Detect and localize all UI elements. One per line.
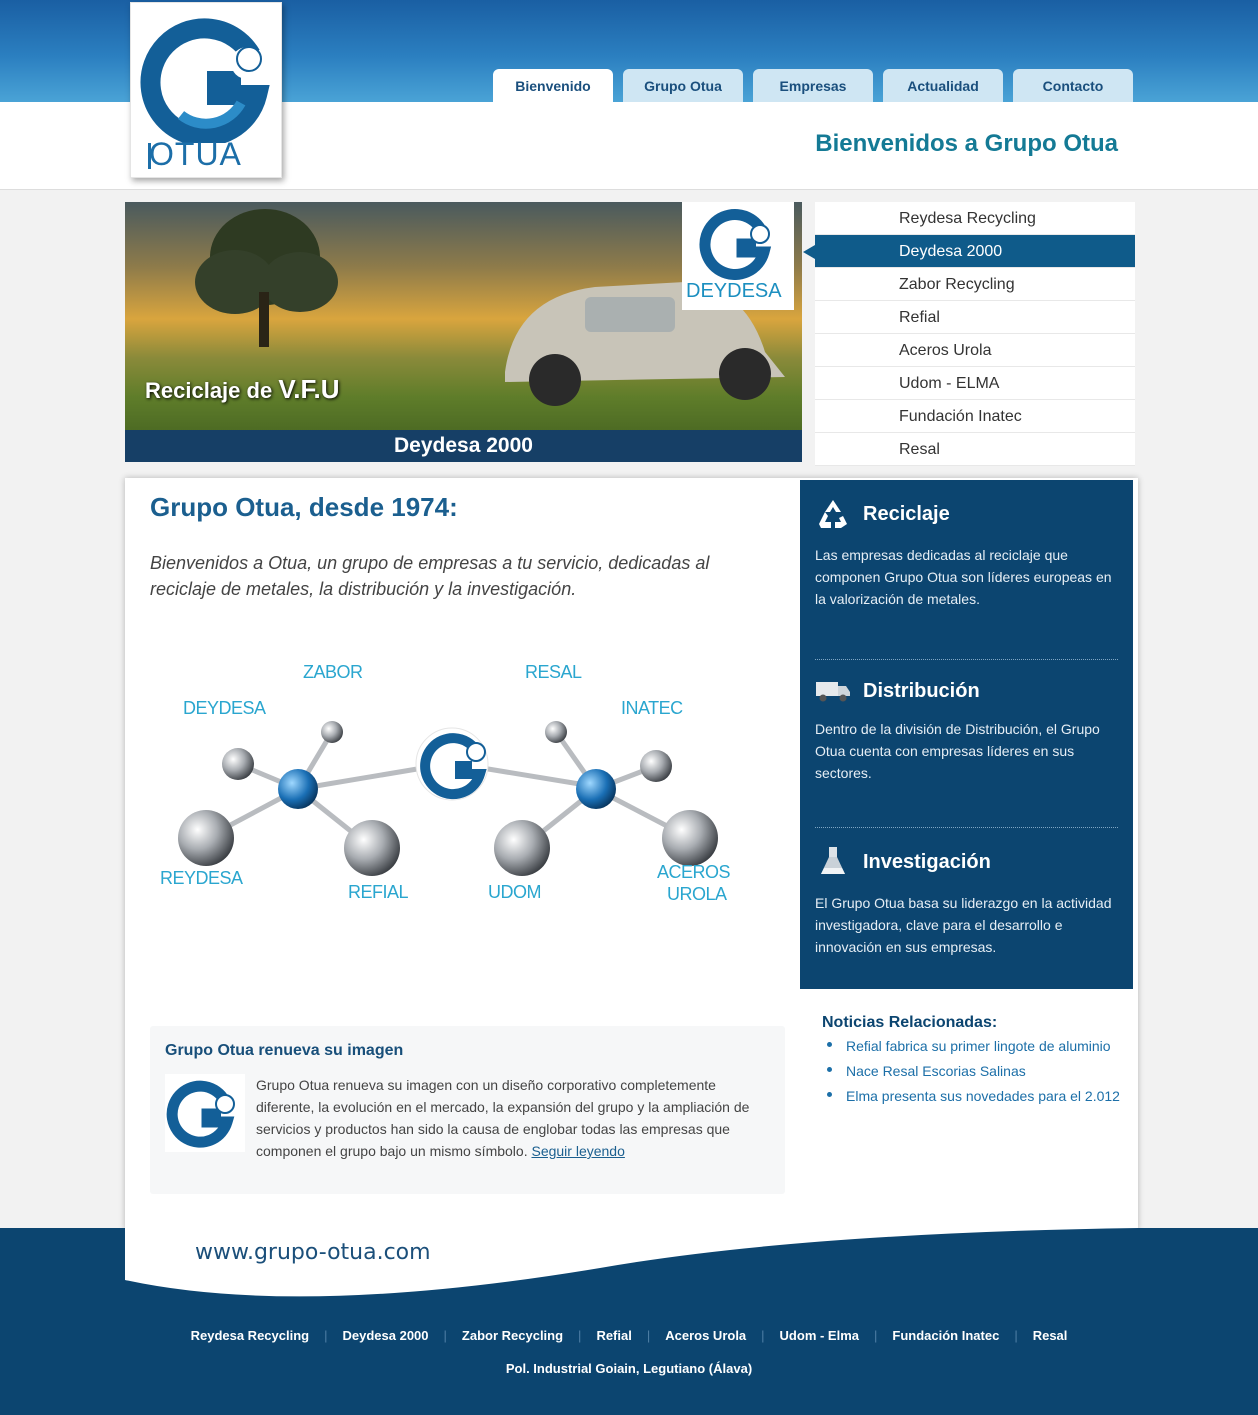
diagram-label-zabor: ZABOR — [303, 662, 363, 682]
flask-icon — [815, 846, 851, 878]
division-investigacion — [815, 846, 1120, 958]
group-companies-diagram — [150, 626, 760, 926]
diagram-label-udom: UDOM — [488, 882, 541, 902]
featured-news — [150, 1026, 785, 1194]
banner-company-logo — [682, 202, 794, 310]
content-heading: Grupo Otua, desde 1974: — [150, 492, 458, 522]
divider: | — [443, 1328, 447, 1343]
tab-contacto[interactable]: Contacto — [1013, 69, 1133, 102]
diagram-label-urola: UROLA — [667, 884, 727, 904]
divider: | — [578, 1328, 582, 1343]
news-body-text: Grupo Otua renueva su imagen con un diseño corporativo completemente diferente, la evolución en el mercado, la expansión del grupo y la ampliación de servicios y productos han sido la causa de englobar todas las empresas que componen el grupo bajo un mismo símbolo. — [256, 1077, 750, 1159]
deydesa-logo-icon — [682, 202, 794, 280]
divisions-panel — [800, 480, 1133, 989]
related-news — [822, 1014, 1122, 1113]
menu-item-udom-elma[interactable]: Udom - ELMA — [815, 367, 1135, 400]
related-news-item[interactable]: Nace Resal Escorias Salinas — [822, 1063, 1122, 1079]
diagram-label-refial: REFIAL — [348, 882, 409, 902]
banner-overlay-prefix: Reciclaje de — [145, 378, 279, 403]
truck-icon — [815, 678, 851, 704]
news-title[interactable]: Grupo Otua renueva su imagen — [165, 1042, 404, 1059]
divider: | — [761, 1328, 765, 1343]
tab-empresas[interactable]: Empresas — [753, 69, 873, 102]
tab-actualidad[interactable]: Actualidad — [883, 69, 1003, 102]
news-thumbnail — [165, 1074, 245, 1152]
read-more-link[interactable]: Seguir leyendo — [531, 1143, 625, 1159]
menu-item-fundacion-inatec[interactable]: Fundación Inatec — [815, 400, 1135, 433]
footer-link-reydesa-recycling[interactable]: Reydesa Recycling — [190, 1328, 310, 1343]
footer-link-aceros-urola[interactable]: Aceros Urola — [665, 1328, 747, 1343]
menu-item-refial[interactable]: Refial — [815, 301, 1135, 334]
banner-logo-text: DEYDESA — [686, 280, 782, 302]
footer-address: Pol. Industrial Goiain, Legutiano (Álava) — [505, 1361, 753, 1376]
banner-overlay-strong: V.F.U — [278, 374, 340, 404]
menu-item-reydesa-recycling[interactable]: Reydesa Recycling — [815, 202, 1135, 235]
footer-link-fundacion-inatec[interactable]: Fundación Inatec — [892, 1328, 1000, 1343]
otua-logo-icon — [131, 3, 283, 143]
divider: | — [324, 1328, 328, 1343]
related-news-title: Noticias Relacionadas: — [822, 1014, 998, 1031]
footer-link-deydesa-2000[interactable]: Deydesa 2000 — [342, 1328, 429, 1343]
hero-banner[interactable] — [125, 202, 802, 462]
footer-link-zabor-recycling[interactable]: Zabor Recycling — [461, 1328, 564, 1343]
related-news-item[interactable]: Refial fabrica su primer lingote de aluminio — [822, 1038, 1122, 1054]
main-content — [125, 478, 1138, 1230]
division-title-distribucion: Distribución — [863, 679, 980, 702]
otua-logo-icon — [165, 1074, 245, 1152]
tab-bienvenido[interactable]: Bienvenido — [493, 69, 613, 103]
footer-links — [0, 1328, 1258, 1343]
news-body — [256, 1074, 771, 1162]
page-title: Bienvenidos a Grupo Otua — [815, 130, 1118, 157]
diagram-label-resal: RESAL — [525, 662, 582, 682]
intro-text: Bienvenidos a Otua, un grupo de empresas a tu servicio, dedicadas al reciclaje de metales, la distribución y la investigación. — [150, 553, 710, 599]
footer-wave-decoration — [0, 1228, 1258, 1308]
footer-link-refial[interactable]: Refial — [596, 1328, 632, 1343]
menu-item-resal[interactable]: Resal — [815, 433, 1135, 466]
divider: | — [874, 1328, 878, 1343]
diagram-label-inatec: INATEC — [621, 698, 683, 718]
logo-text: OTUA — [149, 136, 242, 172]
divider — [815, 659, 1118, 660]
menu-item-deydesa-2000[interactable]: Deydesa 2000 — [815, 235, 1135, 268]
diagram-label-aceros: ACEROS — [657, 862, 731, 882]
footer-link-resal[interactable]: Resal — [1032, 1328, 1068, 1343]
diagram-label-reydesa: REYDESA — [160, 868, 243, 888]
diagram-label-deydesa: DEYDESA — [183, 698, 266, 718]
menu-item-zabor-recycling[interactable]: Zabor Recycling — [815, 268, 1135, 301]
related-news-item[interactable]: Elma presenta sus novedades para el 2.012 — [822, 1088, 1122, 1104]
footer-site-url[interactable]: www.grupo-otua.com — [195, 1240, 431, 1265]
divider: | — [1014, 1328, 1018, 1343]
divider — [815, 827, 1118, 828]
divider: | — [646, 1328, 651, 1343]
division-text-investigacion: El Grupo Otua basa su liderazgo en la actividad investigadora, clave para el desarrollo e innovación en sus empresas. — [815, 895, 1112, 955]
banner-caption: Deydesa 2000 — [125, 430, 802, 462]
recycle-icon — [815, 498, 851, 530]
division-text-distribucion: Dentro de la división de Distribución, el Grupo Otua cuenta con empresas líderes en sus sectores. — [815, 721, 1100, 781]
footer — [0, 1228, 1258, 1415]
division-title-reciclaje: Reciclaje — [863, 502, 950, 525]
companies-menu — [815, 202, 1135, 466]
footer-link-udom-elma[interactable]: Udom - Elma — [779, 1328, 860, 1343]
division-reciclaje — [815, 498, 1120, 610]
division-text-reciclaje: Las empresas dedicadas al reciclaje que componen Grupo Otua son líderes europeas en la valorización de metales. — [815, 547, 1112, 607]
division-distribucion — [815, 678, 1120, 784]
menu-item-aceros-urola[interactable]: Aceros Urola — [815, 334, 1135, 367]
banner-overlay-text — [145, 374, 340, 405]
tab-grupo-otua[interactable]: Grupo Otua — [623, 69, 743, 102]
site-logo[interactable] — [130, 2, 282, 178]
division-title-investigacion: Investigación — [863, 850, 991, 873]
main-nav — [493, 69, 1133, 103]
